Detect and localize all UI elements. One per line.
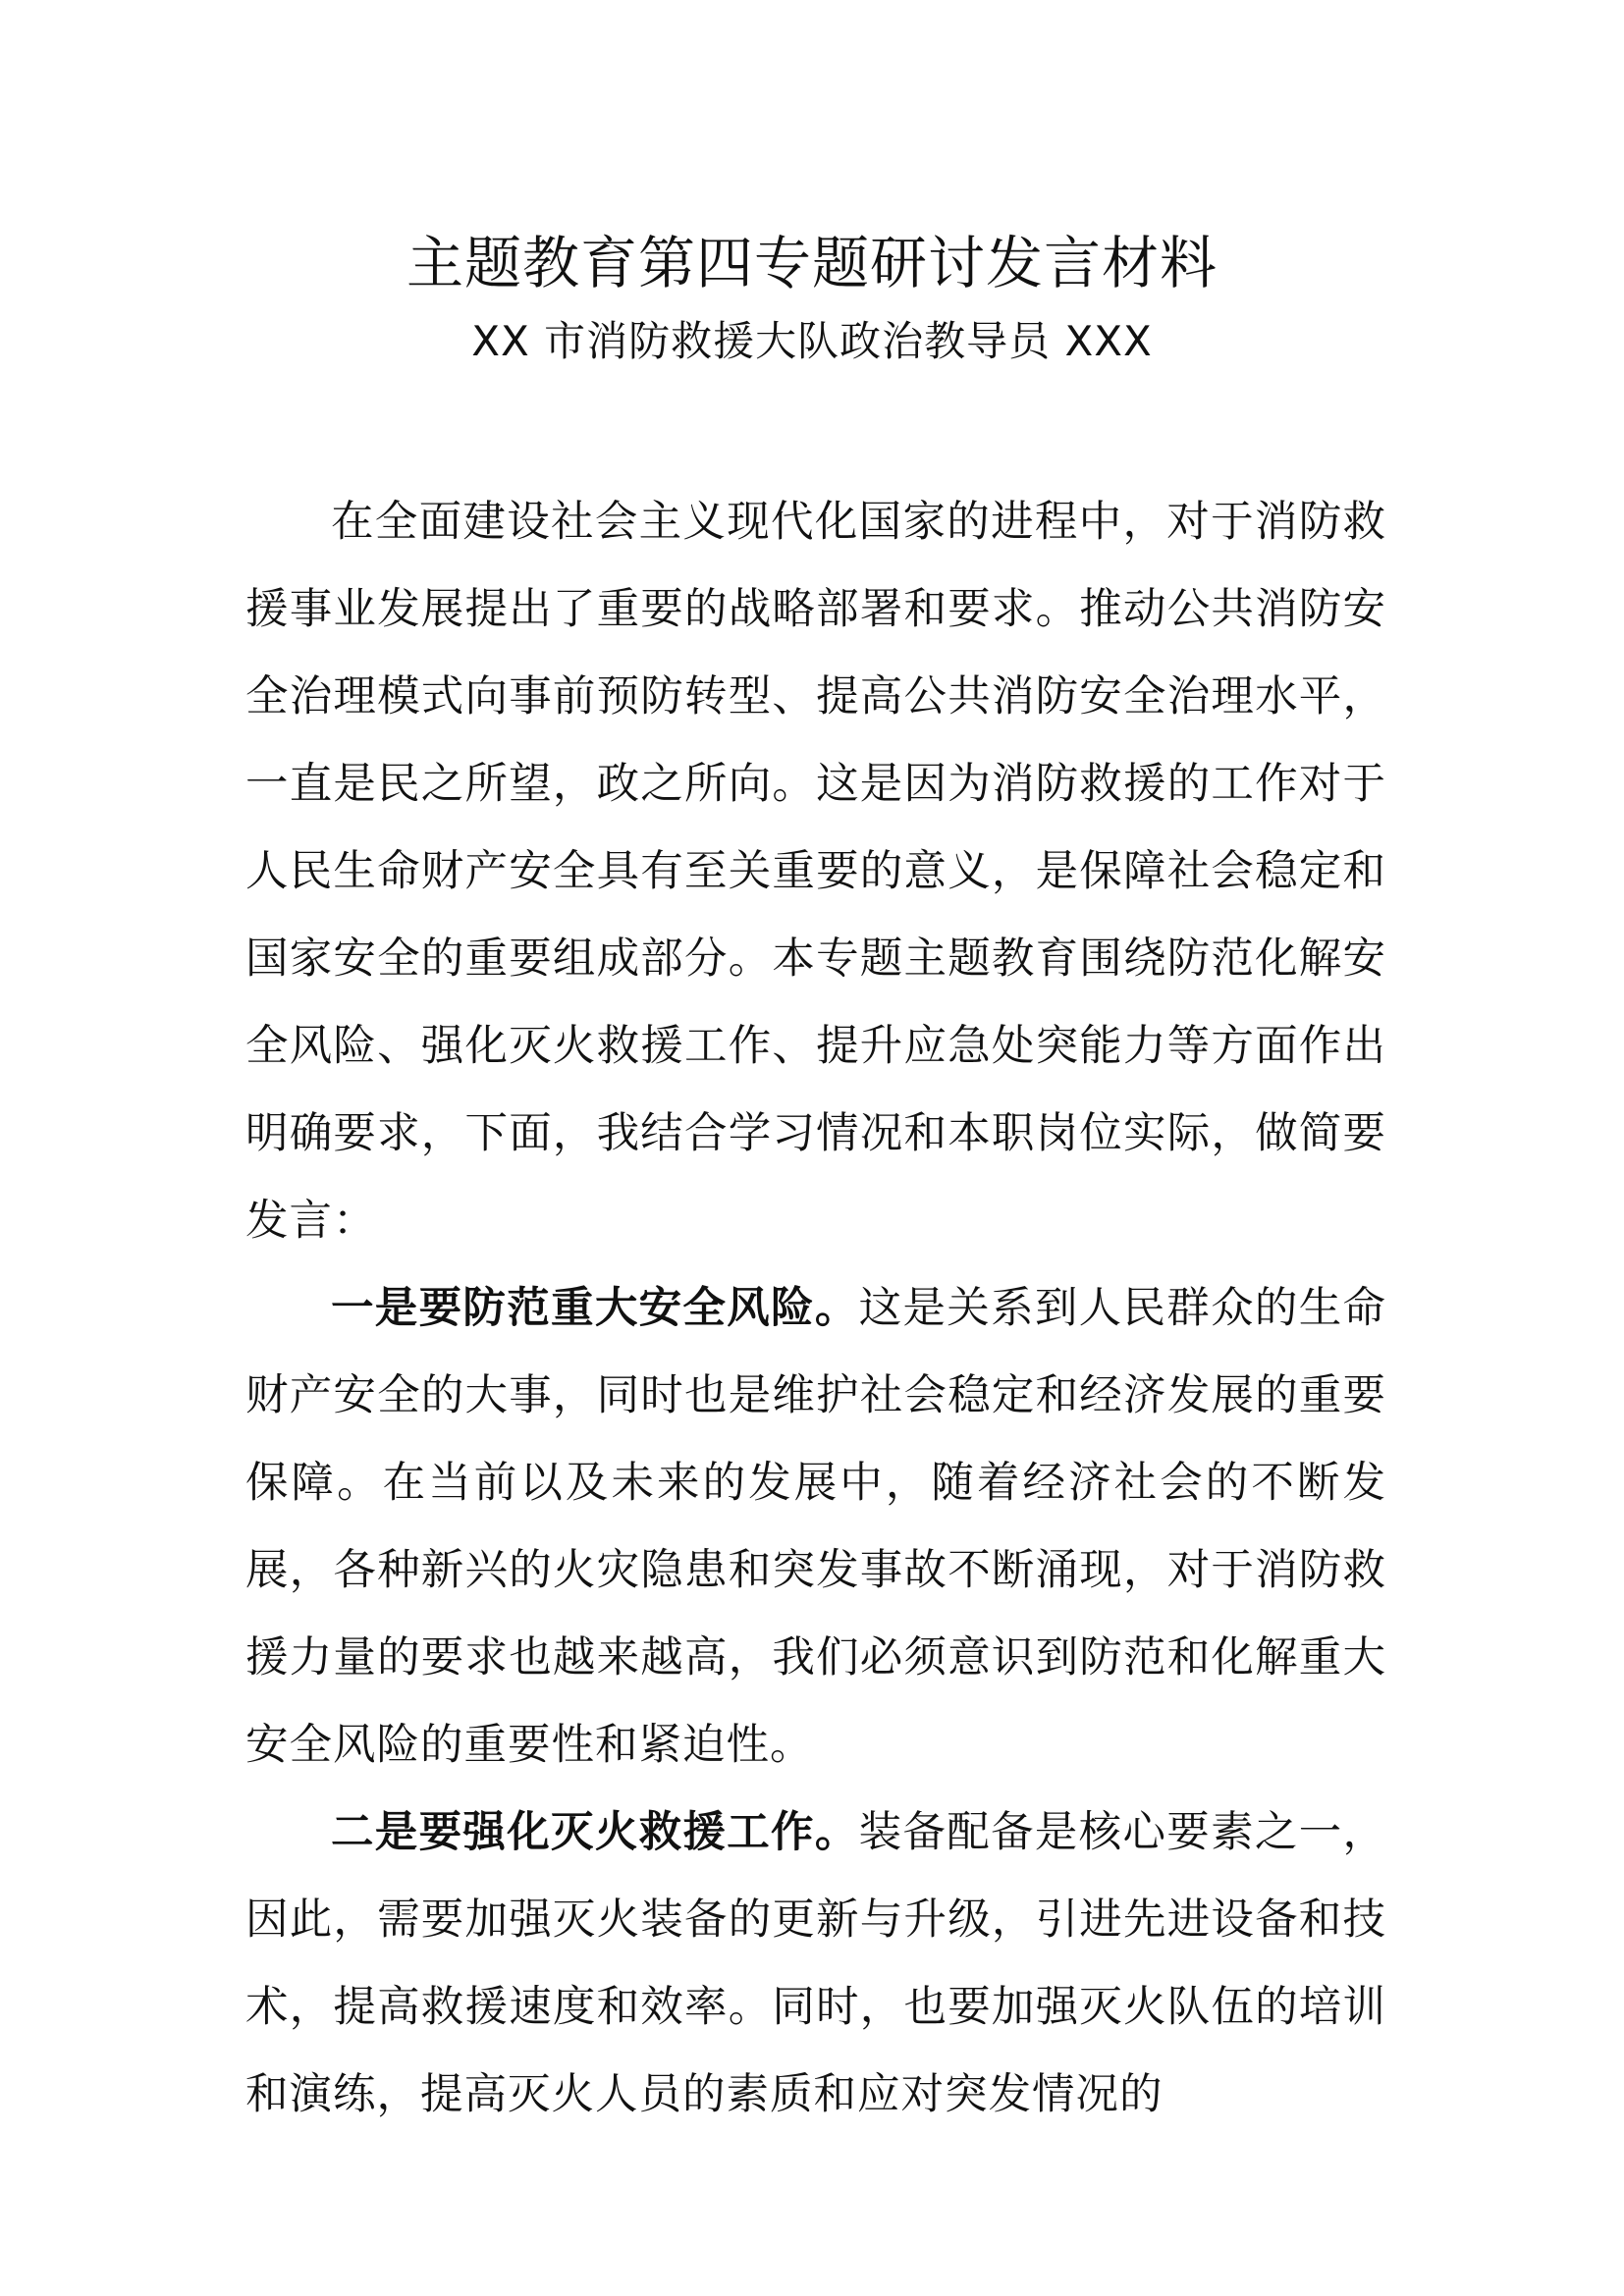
paragraph-point-one	[245, 1265, 1386, 1789]
paragraph-text: 这是关系到人民群众的生命财产安全的大事，同时也是维护社会稳定和经济发展的重要保障。在当前以及未来的发展中，随着经济社会的不断发展，各种新兴的火灾隐患和突发事故不断涌现，对于消防救援力量的要求也越来越高，我们必须意识到防范和化解重大安全风险的重要性和紧迫性。	[245, 1284, 1387, 1770]
paragraph-point-two	[245, 1789, 1386, 2139]
paragraph-lead: 一是要防范重大安全风险。	[331, 1284, 859, 1333]
paragraph-intro	[245, 479, 1386, 1265]
paragraph-text: 装备配备是核心要素之一，因此，需要加强灭火装备的更新与升级，引进先进设备和技术，提高救援速度和效率。同时，也要加强灭火队伍的培训和演练，提高灭火人员的素质和应对突发情况的	[245, 1808, 1387, 2119]
paragraph-text: 在全面建设社会主义现代化国家的进程中，对于消防救援事业发展提出了重要的战略部署和要求。推动公共消防安全治理模式向事前预防转型、提高公共消防安全治理水平，一直是民之所望，政之所向。这是因为消防救援的工作对于人民生命财产安全具有至关重要的意义，是保障社会稳定和国家安全的重要组成部分。本专题主题教育围绕防范化解安全风险、强化灭火救援工作、提升应急处突能力等方面作出明确要求，下面，我结合学习情况和本职岗位实际，做简要发言：	[245, 498, 1386, 1246]
document-title: 主题教育第四专题研讨发言材料	[406, 230, 1218, 296]
document-body	[245, 479, 1386, 2139]
document-subtitle: XX 市消防救援大队政治教导员 XXX	[471, 317, 1153, 365]
paragraph-lead: 二是要强化灭火救援工作。	[331, 1808, 859, 1857]
